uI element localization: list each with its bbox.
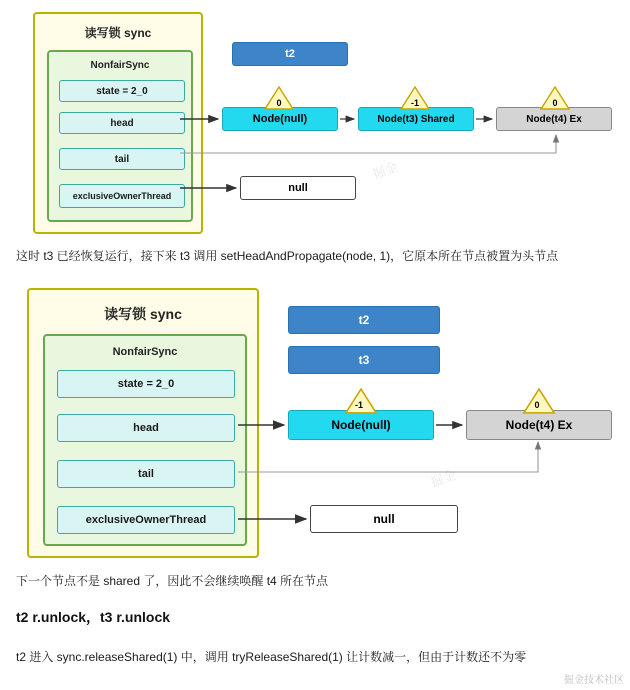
brand-watermark: 掘金技术社区 [564, 675, 624, 686]
diagram1-thread-t2: t2 [232, 42, 348, 66]
diagram1-field-state: state = 2_0 [59, 80, 185, 102]
diagram1-waitstatus-neg1-value: -1 [410, 98, 419, 108]
paragraph-2: 下一个节点不是 shared 了，因此不会继续唤醒 t4 所在节点 [16, 574, 329, 588]
diagram1-field-tail: tail [59, 148, 185, 170]
paragraph-1: 这时 t3 已经恢复运行，接下来 t3 调用 setHeadAndPropagate(node, 1)，它原本所在节点被置为头节点 [16, 249, 559, 263]
diagram1-connectors [0, 0, 630, 250]
diagram2-field-state: state = 2_0 [57, 370, 235, 398]
diagram2-owner-null-box: null [310, 505, 458, 533]
diagram2-thread-t2: t2 [288, 306, 440, 334]
diagram1-owner-null-box: null [240, 176, 356, 200]
diagram2-node-null: Node(null) [288, 410, 434, 440]
diagram1-field-owner: exclusiveOwnerThread [59, 184, 185, 208]
diagram2-connectors [0, 280, 630, 560]
diagram1-node-t3-shared: Node(t3) Shared [358, 107, 474, 131]
diagram1-panel-title: 读写锁 sync [84, 26, 152, 40]
diagram1-inner-title: NonfairSync [90, 60, 150, 71]
diagram1-node-null: Node(null) [222, 107, 338, 131]
diagram1-node-t4-ex: Node(t4) Ex [496, 107, 612, 131]
diagram2-thread-t3: t3 [288, 346, 440, 374]
watermark-1: 掘金 [370, 158, 401, 182]
diagram2-inner-title: NonfairSync [112, 346, 178, 358]
paragraph-3: t2 进入 sync.releaseShared(1) 中，调用 tryReleaseShared(1) 让计数减一，但由于计数还不为零 [16, 650, 527, 664]
diagram2-waitstatus-neg1-value: -1 [354, 400, 363, 410]
diagram1-waitstatus-0b-value: 0 [552, 98, 558, 108]
diagram1-waitstatus-0a-value: 0 [276, 98, 282, 108]
diagram2-panel-title: 读写锁 sync [104, 306, 182, 322]
diagram2-field-head: head [57, 414, 235, 442]
watermark-2: 掘金 [428, 466, 459, 490]
diagram2-field-tail: tail [57, 460, 235, 488]
diagram2-node-t4-ex: Node(t4) Ex [466, 410, 612, 440]
diagram2-waitstatus-0-value: 0 [534, 400, 540, 410]
diagram1-field-head: head [59, 112, 185, 134]
section-heading: t2 r.unlock，t3 r.unlock [16, 609, 171, 625]
diagram2-field-owner: exclusiveOwnerThread [57, 506, 235, 534]
